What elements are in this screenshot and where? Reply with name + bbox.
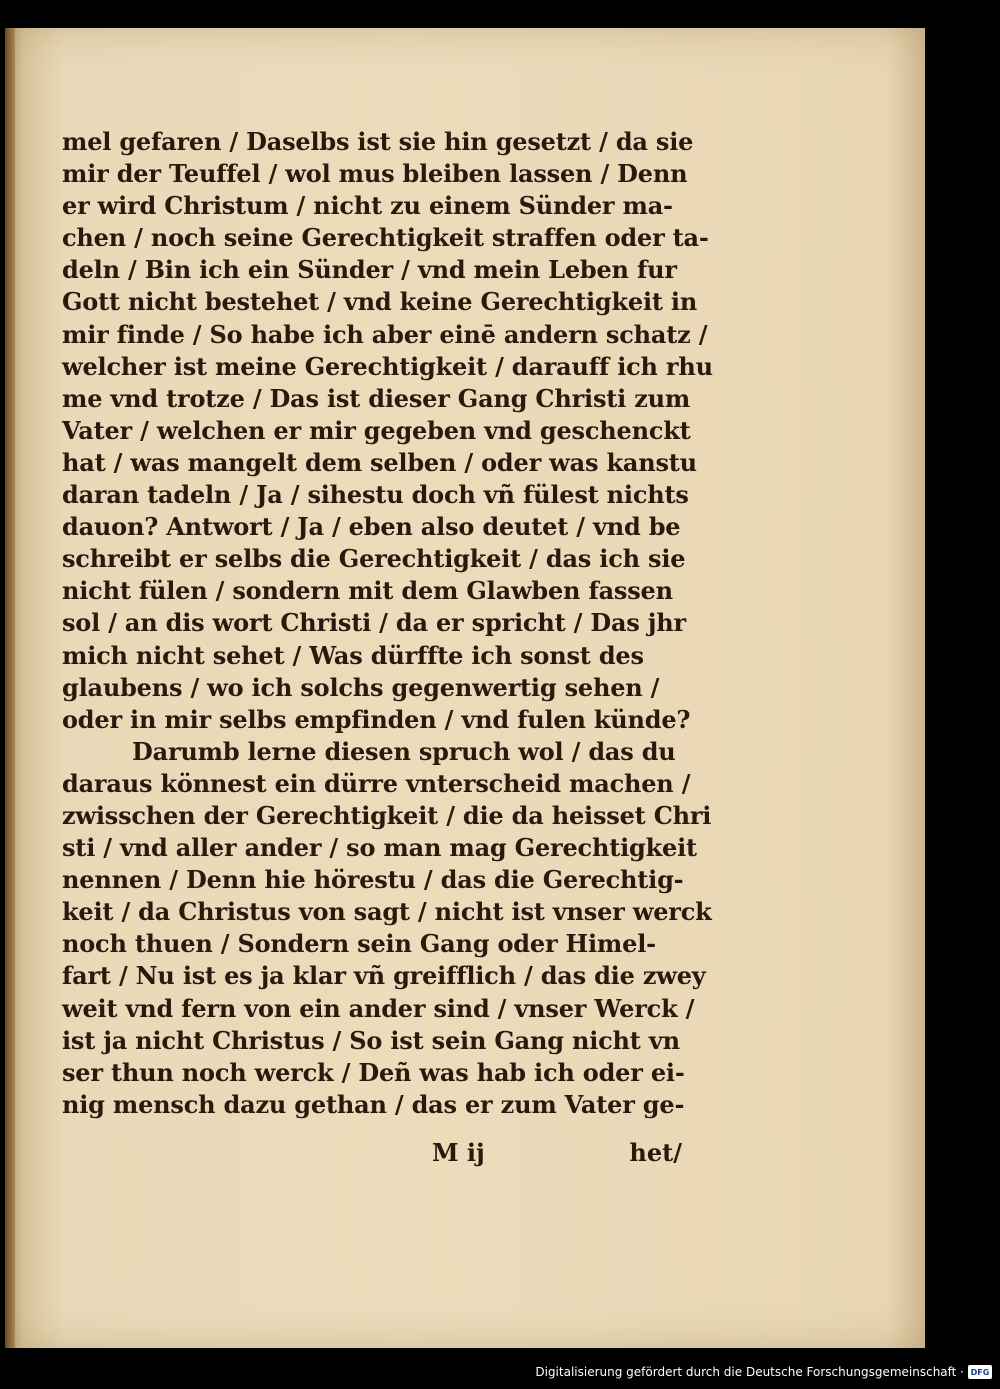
credit-text: Digitalisierung gefördert durch die Deutsche Forschungsgemeinschaft · — [535, 1365, 964, 1379]
text-line: me vnd trotze / Das ist dieser Gang Christi zum — [62, 383, 691, 413]
text-line: nig mensch dazu gethan / das er zum Vater ge- — [62, 1089, 685, 1119]
text-line: hat / was mangelt dem selben / oder was kanstu — [62, 447, 697, 477]
text-line: mel gefaren / Daselbs ist sie hin gesetzt / da sie — [62, 127, 694, 156]
text-line: glaubens / wo ich solchs gegenwertig sehen / — [62, 672, 660, 702]
text-line: mir finde / So habe ich aber einē andern schatz / — [62, 319, 708, 349]
text-line: mir der Teuffel / wol mus bleiben lassen / Denn — [62, 159, 688, 189]
text-line: keit / da Christus von sagt / nicht ist vnser werck — [62, 897, 712, 927]
text-line: nicht fülen / sondern mit dem Glawben fassen — [62, 576, 673, 606]
signature-mark: M ij — [432, 1138, 485, 1167]
catchword: het/ — [629, 1138, 682, 1167]
text-line: noch thuen / Sondern sein Gang oder Himel- — [62, 929, 656, 959]
text-line: ser thun noch werck / Deñ was hab ich oder ei- — [62, 1057, 685, 1087]
text-line: dauon? Antwort / Ja / eben also deutet / vnd be — [62, 512, 681, 542]
paragraph-start-line: Darumb lerne diesen spruch wol / das du — [132, 736, 676, 766]
text-line: daraus könnest ein dürre vnterscheid machen / — [62, 768, 691, 798]
text-line: ist ja nicht Christus / So ist sein Gang nicht vn — [62, 1025, 680, 1055]
text-line: weit vnd fern von ein ander sind / vnser Werck / — [62, 993, 695, 1023]
page-text-block — [62, 126, 713, 1121]
page-footer-line — [62, 1138, 702, 1174]
text-line: chen / noch seine Gerechtigkeit straffen oder ta- — [62, 223, 709, 253]
text-line: er wird Christum / nicht zu einem Sünder ma- — [62, 191, 673, 221]
text-line: sol / an dis wort Christi / da er spricht / Das jhr — [62, 608, 686, 638]
text-line: zwisschen der Gerechtigkeit / die da heisset Chri — [62, 800, 712, 830]
dfg-logo-text: DFG — [970, 1367, 990, 1377]
digitization-credit — [535, 1361, 992, 1383]
text-line: Vater / welchen er mir gegeben vnd geschenckt — [62, 415, 691, 445]
book-page — [5, 28, 925, 1348]
text-line: mich nicht sehet / Was dürffte ich sonst des — [62, 640, 644, 670]
text-line: Gott nicht bestehet / vnd keine Gerechtigkeit in — [62, 287, 698, 317]
text-line: welcher ist meine Gerechtigkeit / darauff ich rhu — [62, 351, 713, 381]
text-line: deln / Bin ich ein Sünder / vnd mein Leben fur — [62, 255, 677, 285]
text-line: schreibt er selbs die Gerechtigkeit / das ich sie — [62, 544, 686, 574]
text-line: fart / Nu ist es ja klar vñ greifflich / das die zwey — [62, 961, 706, 991]
text-line: oder in mir selbs empfinden / vnd fulen künde? — [62, 704, 691, 734]
text-line: nennen / Denn hie hörestu / das die Gerechtig- — [62, 865, 684, 895]
text-line: sti / vnd aller ander / so man mag Gerechtigkeit — [62, 833, 697, 863]
text-line: daran tadeln / Ja / sihestu doch vñ fülest nichts — [62, 480, 689, 510]
dfg-logo-icon — [968, 1365, 992, 1379]
